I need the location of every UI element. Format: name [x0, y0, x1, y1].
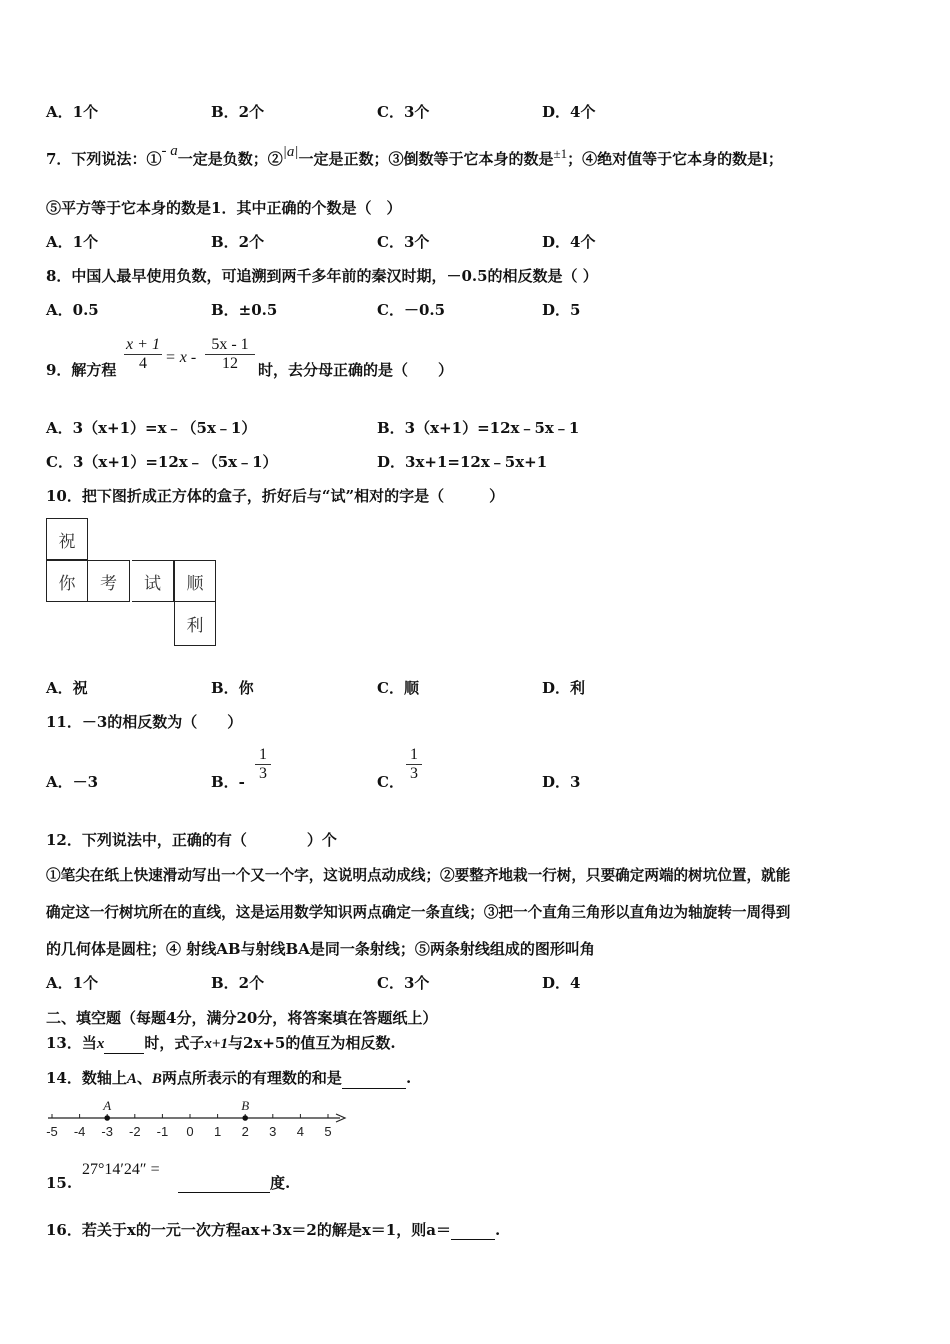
- q11-option-b: B．-: [211, 773, 245, 791]
- number-line-point-a: [104, 1115, 110, 1121]
- q8-question: 8．中国人最早使用负数，可追溯到两千多年前的秦汉时期，－0.5的相反数是（ ）: [46, 267, 598, 285]
- number-line: [40, 1094, 360, 1144]
- q10-option-b: B．你: [211, 679, 254, 697]
- q11-option-d: D．3: [542, 773, 581, 791]
- q7-option-d: D．4个: [542, 233, 596, 251]
- net-cell-ni: 你: [46, 560, 88, 602]
- q11-c-fraction: 1 3: [406, 746, 422, 783]
- q10-question: 10．把下图折成正方体的盒子，折好后与“试”相对的字是（ ）: [46, 487, 505, 505]
- q13-question: 13．当x 时，式子x+1与2x+5的值互为相反数.: [46, 1034, 396, 1052]
- q11-option-c: C．: [377, 773, 404, 791]
- section-2-heading: 二、填空题（每题4分，满分20分，将答案填在答题纸上）: [46, 1009, 438, 1027]
- number-line-tick-label: 1: [213, 1124, 222, 1139]
- q8-option-a: A．0.5: [46, 301, 99, 319]
- q10-option-c: C．顺: [377, 679, 419, 697]
- q9-option-b: B．3（x+1）=12x﹣5x﹣1: [377, 419, 580, 437]
- q12-option-c: C．3个: [377, 974, 430, 992]
- q6-option-c: C．3个: [377, 103, 430, 121]
- number-line-tick-label: -1: [156, 1124, 169, 1139]
- q15-angle: 27°14′24″ =: [82, 1161, 160, 1178]
- q16-question: 16．若关于x的一元一次方程ax+3x＝2的解是x＝1，则a＝ .: [46, 1221, 501, 1239]
- number-line-tick-label: 0: [186, 1124, 194, 1139]
- q7-line2: ⑤平方等于它本身的数是1．其中正确的个数是（ ）: [46, 199, 402, 217]
- q14-question: 14．数轴上A、B两点所表示的有理数的和是 .: [46, 1069, 412, 1087]
- net-cell-kao: 考: [88, 560, 130, 602]
- q7-abs-a: |a|: [282, 144, 299, 160]
- q11-b-fraction: 1 3: [255, 746, 271, 783]
- q15-blank[interactable]: [178, 1192, 270, 1193]
- number-line-point-b: [242, 1115, 248, 1121]
- number-line-tick-label: 5: [324, 1124, 332, 1139]
- q7-option-a: A．1个: [46, 233, 99, 251]
- number-line-tick-label: -3: [101, 1124, 113, 1139]
- number-line-point-label: A: [103, 1098, 112, 1113]
- net-cell-shi: 试: [132, 560, 174, 602]
- number-line-tick-label: -2: [129, 1124, 141, 1139]
- number-line-tick-label: 3: [269, 1124, 277, 1139]
- q9-suffix: 时，去分母正确的是（ ）: [258, 361, 454, 379]
- q7-option-b: B．2个: [211, 233, 265, 251]
- number-line-tick-label: 4: [296, 1124, 305, 1139]
- q6-option-a: A．1个: [46, 103, 99, 121]
- q7-pm1: ±1: [553, 146, 568, 161]
- q6-option-d: D．4个: [542, 103, 596, 121]
- q14-blank[interactable]: [342, 1088, 406, 1089]
- q10-option-a: A．祝: [46, 679, 88, 697]
- q6-option-b: B．2个: [211, 103, 265, 121]
- q9-option-c: C．3（x+1）=12x﹣（5x﹣1）: [46, 453, 278, 471]
- q13-blank[interactable]: [104, 1053, 144, 1054]
- q8-option-c: C．－0.5: [377, 301, 446, 319]
- q12-option-b: B．2个: [211, 974, 265, 992]
- q11-question: 11．－3的相反数为（ ）: [46, 713, 243, 731]
- q9-option-a: A．3（x+1）=x﹣（5x﹣1）: [46, 419, 257, 437]
- q9-prefix: 9．解方程: [46, 361, 117, 379]
- q9-fraction-1: x + 1 4: [124, 336, 162, 373]
- q12-option-a: A．1个: [46, 974, 99, 992]
- q12-question: 12．下列说法中，正确的有（ ）个: [46, 831, 337, 849]
- q12-line1: ①笔尖在纸上快速滑动写出一个又一个字，这说明点动成线；②要整齐地栽一行树，只要确定两端的树坑位置，就能: [46, 867, 791, 884]
- q9-option-d: D．3x+1=12x﹣5x+1: [377, 453, 548, 471]
- number-line-point-label: B: [241, 1098, 250, 1113]
- q8-option-b: B．±0.5: [211, 301, 278, 319]
- q12-option-d: D．4: [542, 974, 581, 992]
- number-line-tick-label: 2: [241, 1124, 249, 1139]
- q9-equals: = x -: [165, 349, 197, 366]
- q10-option-d: D．利: [542, 679, 586, 697]
- q15-number: 15.: [46, 1174, 73, 1192]
- net-cell-zhu: 祝: [46, 518, 88, 560]
- q16-blank[interactable]: [451, 1239, 495, 1240]
- q12-line3: 的几何体是圆柱；④ 射线AB与射线BA是同一条射线；⑤两条射线组成的图形叫角: [46, 940, 595, 958]
- number-line-tick-label: -5: [46, 1124, 58, 1139]
- q15-answer: 度.: [178, 1173, 290, 1193]
- q7-option-c: C．3个: [377, 233, 430, 251]
- q11-option-a: A．－3: [46, 773, 99, 791]
- q7-neg-a: - a: [161, 143, 178, 159]
- net-cell-li: 利: [174, 602, 216, 646]
- q9-fraction-2: 5x - 1 12: [205, 336, 255, 373]
- net-cell-shun: 顺: [174, 560, 216, 602]
- q8-option-d: D．5: [542, 301, 581, 319]
- q12-line2: 确定这一行树坑所在的直线，这是运用数学知识两点确定一条直线；③把一个直角三角形以直角边为轴旋转一周得到: [46, 904, 791, 921]
- number-line-tick-label: -4: [73, 1124, 86, 1139]
- q7-line1: 7．下列说法：①- a一定是负数；②|a|一定是正数；③倒数等于它本身的数是±1；④绝对值等于它本身的数是l；: [46, 143, 783, 168]
